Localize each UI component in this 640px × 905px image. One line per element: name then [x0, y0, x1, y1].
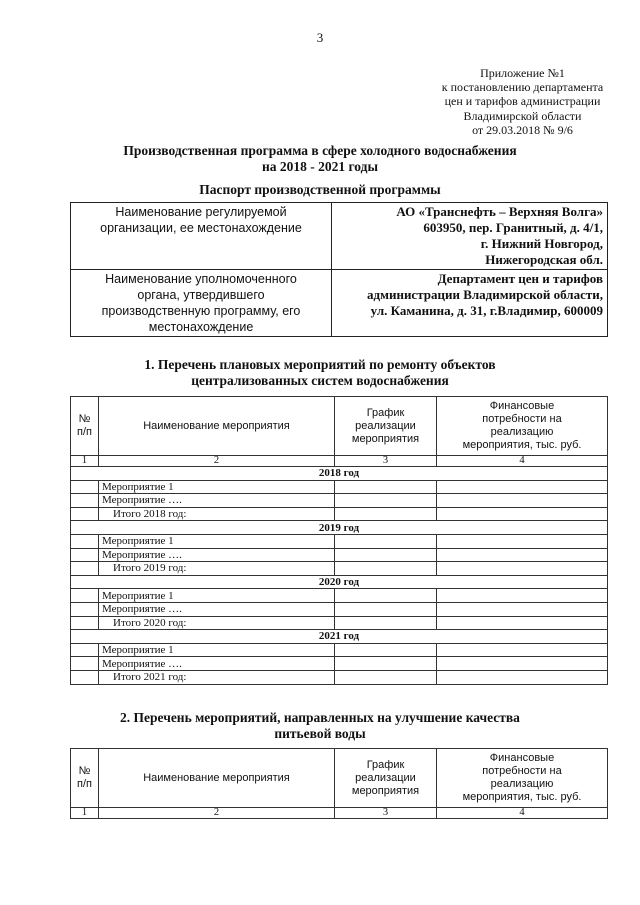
- measure-name: Мероприятие ….: [99, 657, 335, 671]
- total-row: [71, 616, 608, 630]
- header-text: График: [366, 758, 405, 771]
- header-cell-finance: [437, 749, 608, 808]
- header-text: реализацию: [490, 426, 554, 438]
- program-title-line: Производственная программа в сфере холодного водоснабжения: [123, 143, 517, 158]
- header-text: №: [78, 765, 91, 777]
- section2-title-line: питьевой воды: [274, 726, 366, 741]
- header-cell-number: [71, 397, 99, 456]
- appendix-line: цен и тарифов администрации: [444, 94, 601, 109]
- column-number: 4: [437, 808, 608, 819]
- table-row: [71, 548, 608, 562]
- passport-label-line: местонахождение: [148, 320, 254, 334]
- table-header-row: [71, 749, 608, 808]
- header-cell-name: Наименование мероприятия: [99, 749, 335, 808]
- passport-value-line: АО «Транснефть – Верхняя Волга»: [396, 204, 603, 219]
- passport-value-line: администрации Владимирской области,: [367, 287, 603, 302]
- header-cell-schedule: [335, 749, 437, 808]
- passport-value-line: Департамент цен и тарифов: [437, 271, 603, 286]
- section1-title-line: 1. Перечень плановых мероприятий по ремонту объектов: [144, 357, 496, 372]
- section2-title: [0, 710, 640, 742]
- passport-heading: Паспорт производственной программы: [199, 182, 441, 197]
- table-row: [71, 534, 608, 548]
- total-row: [71, 670, 608, 684]
- measure-name: Мероприятие ….: [99, 494, 335, 508]
- column-number: 1: [71, 456, 99, 467]
- total-label: Итого 2018 год:: [99, 507, 335, 521]
- total-row: [71, 562, 608, 576]
- year-label: 2019 год: [71, 521, 608, 535]
- header-text: п/п: [77, 426, 92, 438]
- column-number-row: [71, 456, 608, 467]
- table-row: [71, 643, 608, 657]
- year-row: [71, 467, 608, 481]
- passport-label-line: производственную программу, его: [101, 304, 301, 318]
- year-label: 2020 год: [71, 575, 608, 589]
- header-text: №: [78, 413, 91, 425]
- program-title: [0, 143, 640, 175]
- year-row: [71, 521, 608, 535]
- header-text: График: [366, 406, 405, 419]
- program-title-line: на 2018 - 2021 годы: [261, 159, 379, 174]
- measure-name: Мероприятие ….: [99, 548, 335, 562]
- table-row: [71, 480, 608, 494]
- passport-label-line: Наименование регулируемой: [115, 205, 287, 219]
- passport-label-cell: [71, 270, 332, 337]
- passport-table: [70, 202, 608, 337]
- column-number-row: [71, 808, 608, 819]
- total-label: Итого 2020 год:: [99, 616, 335, 630]
- measure-name: Мероприятие ….: [99, 602, 335, 616]
- passport-value-line: ул. Каманина, д. 31, г.Владимир, 600009: [370, 303, 603, 318]
- passport-row: [71, 203, 608, 270]
- header-text: мероприятия: [351, 784, 420, 797]
- header-text: реализацию: [490, 778, 554, 790]
- year-label: 2021 год: [71, 630, 608, 644]
- year-row: [71, 630, 608, 644]
- column-number: 4: [437, 456, 608, 467]
- section2-title-line: 2. Перечень мероприятий, направленных на улучшение качества: [120, 710, 520, 725]
- water-quality-table: [70, 748, 608, 819]
- section1-title-line: централизованных систем водоснабжения: [191, 373, 449, 388]
- header-text: Финансовые: [489, 752, 555, 764]
- header-text: потребности на: [482, 765, 562, 777]
- appendix-line: к постановлению департамента: [441, 80, 604, 95]
- header-text: мероприятия, тыс. руб.: [462, 439, 582, 451]
- appendix-block: [420, 66, 625, 137]
- header-text: Финансовые: [489, 400, 555, 412]
- total-label: Итого 2019 год:: [99, 562, 335, 576]
- passport-value-cell: [332, 203, 608, 270]
- page-number: 3: [316, 30, 324, 45]
- header-cell-number: [71, 749, 99, 808]
- column-number: 3: [335, 808, 437, 819]
- table-row: [71, 589, 608, 603]
- table-row: [71, 602, 608, 616]
- column-number: 1: [71, 808, 99, 819]
- year-label: 2018 год: [71, 467, 608, 481]
- measure-name: Мероприятие 1: [99, 534, 335, 548]
- header-text: реализации: [355, 771, 416, 784]
- measure-name: Мероприятие 1: [99, 643, 335, 657]
- passport-value-cell: [332, 270, 608, 337]
- section1-title: [0, 357, 640, 389]
- passport-label-cell: [71, 203, 332, 270]
- header-text: п/п: [77, 778, 92, 790]
- header-cell-finance: [437, 397, 608, 456]
- passport-row: [71, 270, 608, 337]
- passport-value-line: 603950, пер. Гранитный, д. 4/1,: [423, 220, 603, 235]
- measure-name: Мероприятие 1: [99, 589, 335, 603]
- passport-value-line: Нижегородская обл.: [485, 252, 603, 267]
- column-number: 3: [335, 456, 437, 467]
- passport-label-line: организации, ее местонахождение: [100, 221, 302, 235]
- repair-measures-table: [70, 396, 608, 685]
- total-row: [71, 507, 608, 521]
- header-text: мероприятия: [351, 432, 420, 445]
- table-header-row: [71, 397, 608, 456]
- header-text: мероприятия, тыс. руб.: [462, 791, 582, 803]
- total-label: Итого 2021 год:: [99, 670, 335, 684]
- appendix-line: Приложение №1: [480, 66, 565, 80]
- column-number: 2: [99, 808, 335, 819]
- header-cell-name: Наименование мероприятия: [99, 397, 335, 456]
- passport-value-line: г. Нижний Новгород,: [480, 236, 603, 251]
- table-row: [71, 657, 608, 671]
- appendix-line: от 29.03.2018 № 9/6: [472, 122, 573, 137]
- header-text: реализации: [355, 419, 416, 432]
- appendix-line: Владимирской области: [463, 108, 582, 123]
- year-row: [71, 575, 608, 589]
- column-number: 2: [99, 456, 335, 467]
- header-text: потребности на: [482, 413, 562, 425]
- passport-label-line: Наименование уполномоченного: [105, 272, 297, 286]
- passport-label-line: органа, утвердившего: [137, 288, 265, 302]
- measure-name: Мероприятие 1: [99, 480, 335, 494]
- header-cell-schedule: [335, 397, 437, 456]
- table-row: [71, 494, 608, 508]
